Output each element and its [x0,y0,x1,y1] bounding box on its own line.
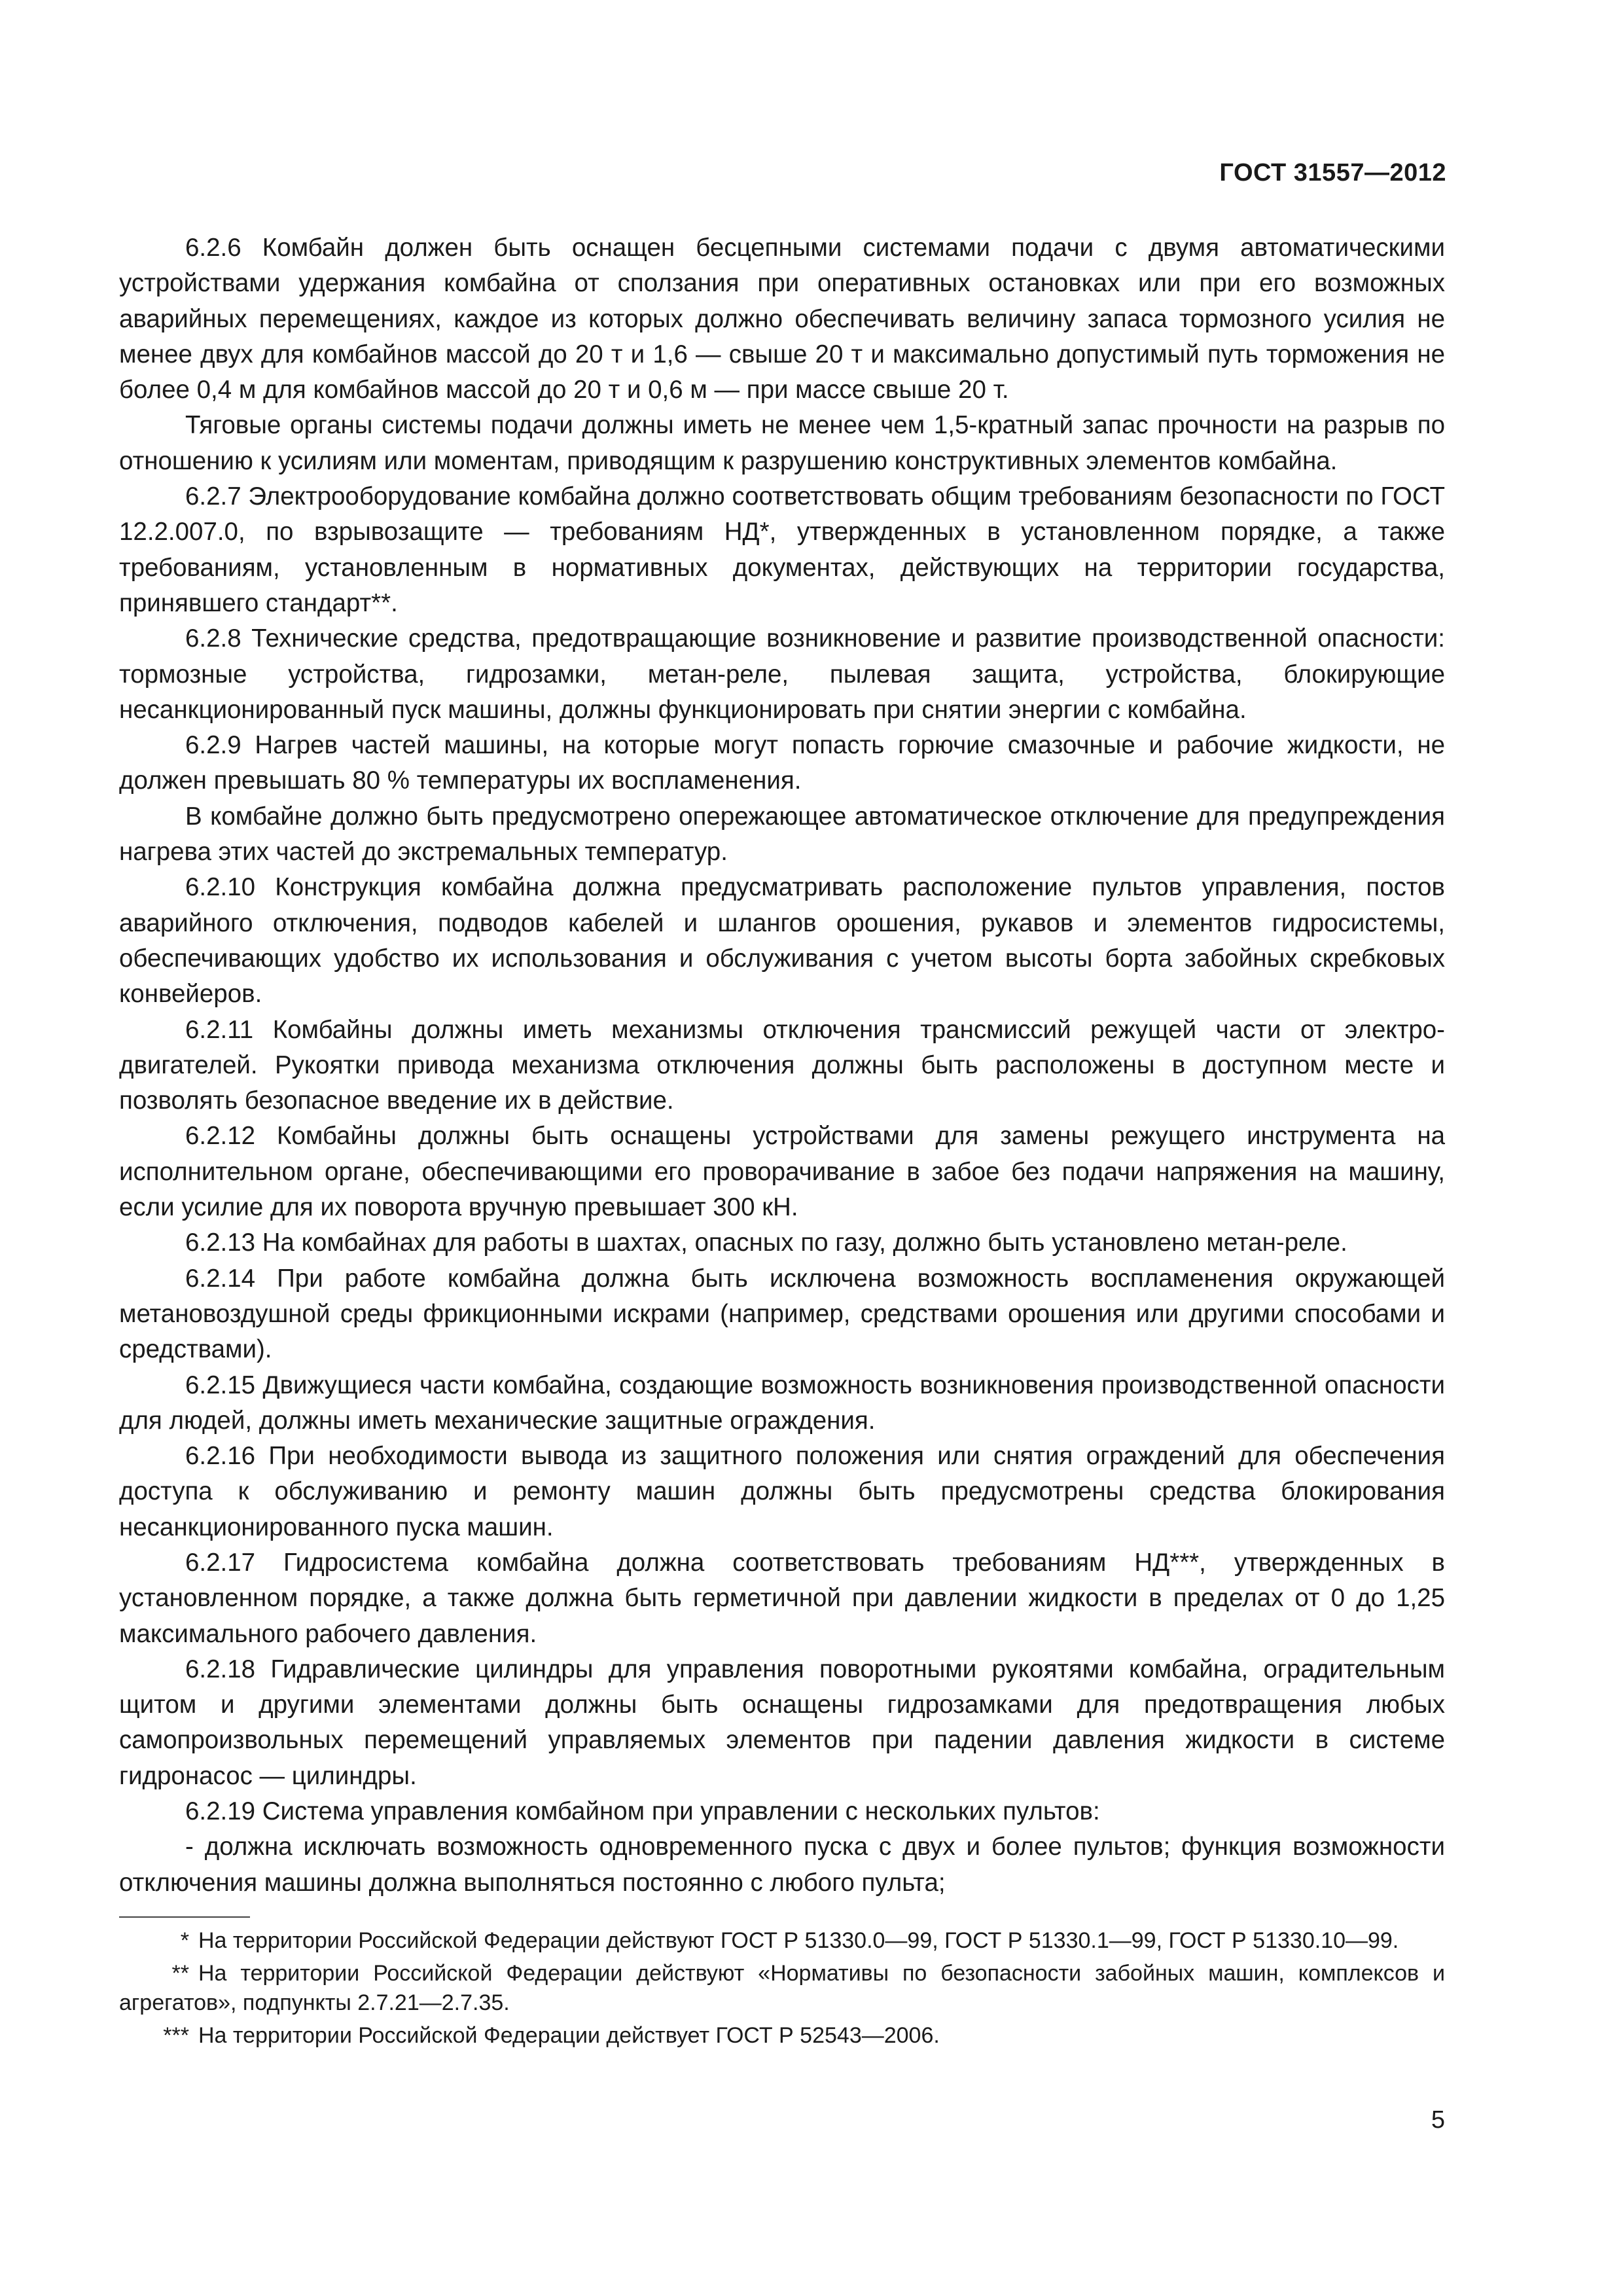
footnotes [119,1926,1445,2054]
footnote-text: На территории Российской Федерации действуют ГОСТ Р 51330.0—99, ГОСТ Р 51330.1—99, ГОСТ Р 51330.10—99. [198,1928,1399,1953]
paragraph-list-item: - должна исключать возможность одновременного пуска с двух и более пультов; функция возможности отключения машины должна выполняться постоянно с любого пульта; [119,1833,1445,1897]
footnote-text: На территории Российской Федерации действует ГОСТ Р 52543—2006. [198,2023,940,2048]
paragraph-6-2-17: 6.2.17 Гидросистема комбайна должна соответствовать требованиям НД***, утвержденных в установленном порядке, а также должна быть герметичной при давлении жидкости в пределах от 0 до 1,25 максимального рабочего давления. [119,1548,1445,1648]
paragraph-6-2-15: 6.2.15 Движущиеся части комбайна, создающие возможность возникновения производственной опасности для людей, должны иметь механические защитные ограждения. [119,1371,1445,1435]
footnote-mark: ** [171,1961,189,1986]
footnote-2 [119,1959,1445,2018]
footnote-text: На территории Российской Федерации действуют «Нормативы по безопасности забойных машин, комплексов и агрегатов», подпункты 2.7.21—2.7.35. [119,1961,1445,2015]
paragraph-6-2-7: 6.2.7 Электрооборудование комбайна должно соответствовать общим требованиям безопасности по ГОСТ 12.2.007.0, по взрывозащите — требованиям НД*, утвержденных в установленном порядке, а также требованиям, установленным в нормативных документах, действующих на территории государства, принявшего стандарт**. [119,482,1445,617]
paragraph-traction: Тяговые органы системы подачи должны иметь не менее чем 1,5-кратный запас прочности на разрыв по отношению к усилиям или моментам, приводящим к разрушению конструктивных элементов комбайна. [119,411,1445,475]
paragraph-6-2-19: 6.2.19 Система управления комбайном при управлении с нескольких пультов: [185,1797,1100,1826]
paragraph-6-2-12: 6.2.12 Комбайны должны быть оснащены устройствами для замены режущего инструмента на исполнительном органе, обеспечивающими его проворачивание в забое без подачи напряжения на машину, если усилие для их поворота вручную превышает 300 кН. [119,1122,1445,1222]
page-number: 5 [1431,2106,1445,2134]
paragraph-6-2-11: 6.2.11 Комбайны должны иметь механизмы отключения трансмиссий режущей части от электродвигателей. Рукоятки привода механизма отключения должны быть расположены в доступном месте и позволять безопасное введение их в действие. [119,1015,1445,1115]
footnote-1 [119,1926,1445,1956]
paragraph-6-2-18: 6.2.18 Гидравлические цилиндры для управления поворотными рукоятями комбайна, оградительным щитом и другими элементами должны быть оснащены гидрозамками для предотвращения любых самопроизвольных перемещений управляемых элементов при падении давления жидкости в системе гидронасос — цилиндры. [119,1655,1445,1790]
paragraph-6-2-10: 6.2.10 Конструкция комбайна должна предусматривать расположение пультов управления, постов аварийного отключения, подводов кабелей и шлангов орошения, рукавов и элементов гидросистемы, обеспечивающих удобство их использования и обслуживания с учетом высоты борта забойных скребковых конвейеров. [119,873,1445,1009]
footnote-divider [119,1916,250,1918]
paragraph-6-2-13: 6.2.13 На комбайнах для работы в шахтах, опасных по газу, должно быть установлено метан-реле. [185,1229,1347,1257]
document-code: ГОСТ 31557—2012 [1219,159,1446,187]
paragraph-6-2-6: 6.2.6 Комбайн должен быть оснащен бесцепными системами подачи с двумя автоматическими устройствами удержания комбайна от сползания при оперативных остановках или при его возможных аварийных перемещениях, каждое из которых должно обеспечивать величину запаса тормозного усилия не менее двух для комбайнов массой до 20 т и 1,6 — свыше 20 т и максимально допустимый путь торможения не более 0,4 м для комбайнов массой до 20 т и 0,6 м — при массе свыше 20 т. [119,234,1445,404]
paragraph-auto-shutdown: В комбайне должно быть предусмотрено опережающее автоматическое отключение для предупреждения нагрева этих частей до экстремальных температур. [119,802,1445,867]
footnote-mark: * [180,1928,189,1953]
paragraph-6-2-14: 6.2.14 При работе комбайна должна быть исключена возможность воспламенения окружающей метановоздушной среды фрикционными искрами (например, средствами орошения или другими способами и средствами). [119,1264,1445,1364]
footnote-3 [119,2021,1445,2051]
paragraph-6-2-16: 6.2.16 При необходимости вывода из защитного положения или снятия ограждений для обеспечения доступа к обслуживанию и ремонту машин должны быть предусмотрены средства блокирования несанкционированного пуска машин. [119,1442,1445,1541]
paragraph-6-2-8: 6.2.8 Технические средства, предотвращающие возникновение и развитие производственной опасности: тормозные устройства, гидрозамки, метан-реле, пылевая защита, устройства, блокирующие несанкционированный пуск машины, должны функционировать при снятии энергии с комбайна. [119,624,1445,724]
body-text [119,230,1445,1901]
paragraph-6-2-9: 6.2.9 Нагрев частей машины, на которые могут попасть горючие смазочные и рабочие жидкости, не должен превышать 80 % температуры их воспламенения. [119,731,1445,795]
footnote-mark: *** [163,2023,189,2048]
